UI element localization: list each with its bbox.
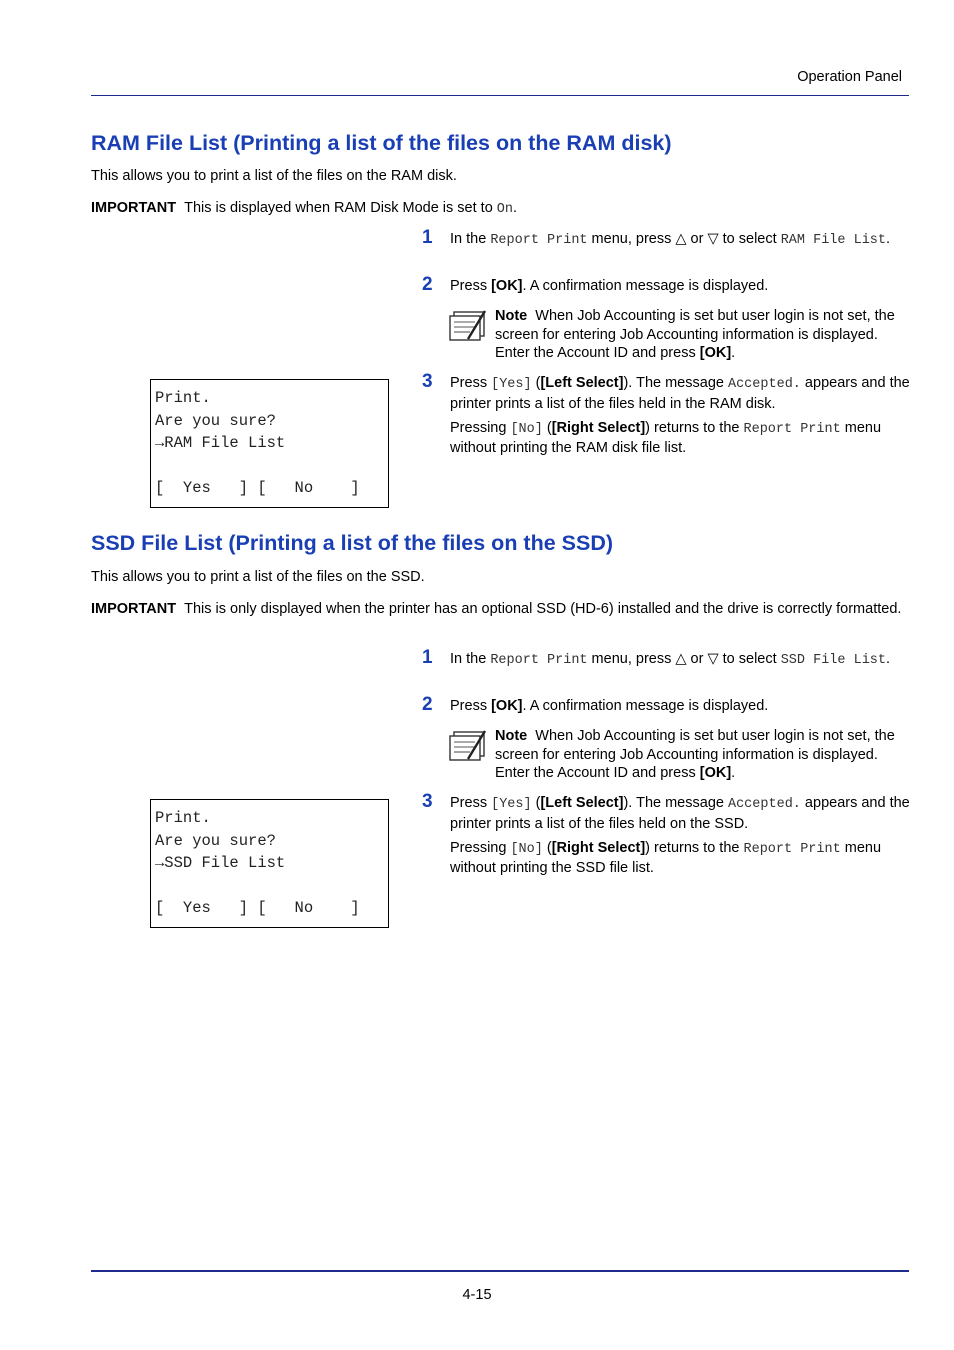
ram-section-title: RAM File List (Printing a list of the files on the RAM disk) [91, 131, 672, 155]
ssd-lcd-display [150, 799, 389, 928]
step-number: 3 [422, 371, 433, 392]
lcd-line: →RAM File List [155, 434, 286, 452]
ssd-section-title: SSD File List (Printing a list of the files on the SSD) [91, 531, 614, 555]
note-label: Note [495, 308, 528, 324]
step-number: 1 [422, 647, 433, 668]
lcd-line: Are you sure? [155, 831, 276, 850]
step-number: 1 [422, 227, 433, 248]
step-number: 3 [422, 791, 433, 812]
lcd-line [155, 875, 388, 898]
note-icon [448, 729, 488, 763]
ssd-step-3-detail: Pressing [No] ([Right Select]) returns to the Report Print menu without printing the SSD file list. [450, 840, 882, 876]
step-number: 2 [422, 274, 433, 295]
footer-rule [91, 1270, 909, 1272]
important-label: IMPORTANT [91, 601, 177, 617]
ram-lcd-display [150, 379, 389, 508]
lcd-softkeys: [ Yes ] [ No ] [155, 479, 360, 497]
ssd-intro: This allows you to print a list of the files on the SSD. [91, 569, 425, 585]
note-icon [448, 309, 488, 343]
ssd-important: IMPORTANT This is only displayed when the printer has an optional SSD (HD-6) installed and the drive is correctly formatted. [91, 601, 902, 617]
ram-intro: This allows you to print a list of the files on the RAM disk. [91, 168, 457, 184]
important-label: IMPORTANT [91, 200, 177, 216]
header-rule [91, 95, 909, 96]
running-header: Operation Panel [797, 69, 902, 85]
lcd-line: Print. [155, 389, 211, 407]
lcd-softkeys: [ Yes ] [ No ] [155, 899, 360, 917]
lcd-line: →SSD File List [155, 854, 286, 872]
step-number: 2 [422, 694, 433, 715]
lcd-line: Are you sure? [155, 411, 276, 430]
lcd-line: Print. [155, 809, 211, 827]
ram-step-3-detail: Pressing [No] ([Right Select]) returns to the Report Print menu without printing the RAM disk file list. [450, 420, 882, 456]
lcd-line [155, 455, 388, 478]
page-number: 4-15 [462, 1287, 492, 1303]
ram-important: IMPORTANT This is displayed when RAM Disk Mode is set to On. [91, 200, 518, 217]
note-label: Note [495, 728, 528, 744]
